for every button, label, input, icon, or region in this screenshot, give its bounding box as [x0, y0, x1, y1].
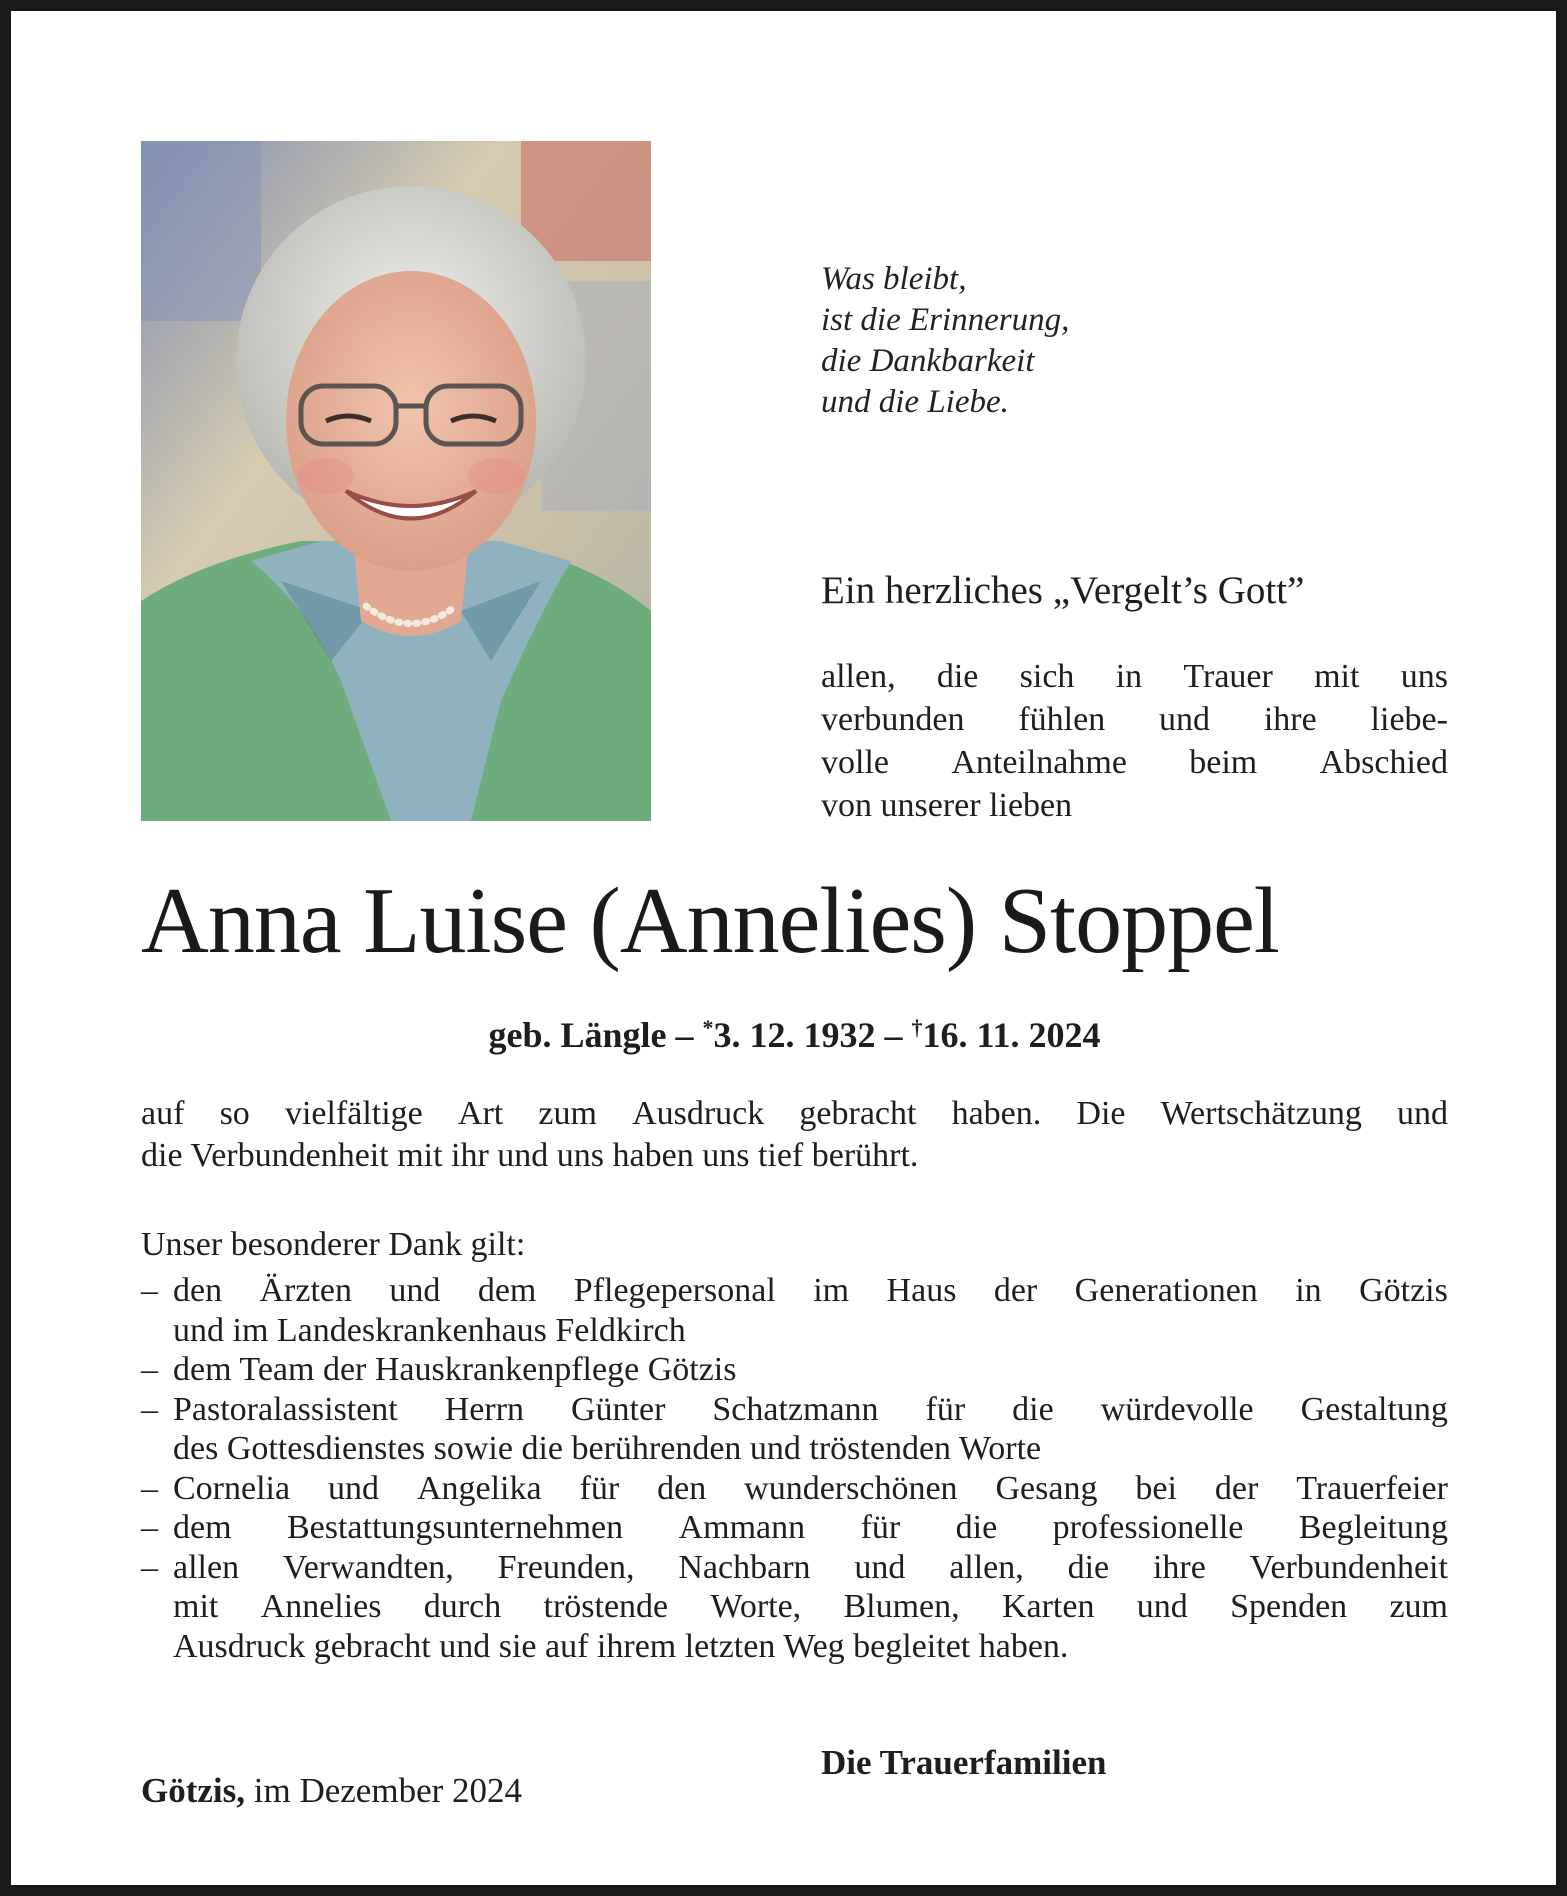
word: Verbundenheit [1249, 1548, 1448, 1586]
dash-bullet-icon: – [141, 1548, 158, 1586]
word: Spenden [1230, 1588, 1348, 1625]
word: Ärzten [259, 1272, 353, 1309]
text-line [173, 1469, 1448, 1509]
text-line: des Gottesdienstes sowie die berührenden und tröstenden Worte [173, 1430, 1042, 1467]
memorial-quote [821, 259, 1321, 423]
text-line: von unserer lieben [821, 787, 1073, 824]
thanks-list-item [141, 1390, 1448, 1469]
dash-bullet-icon: – [141, 1390, 158, 1428]
word: Art [457, 1095, 504, 1132]
word: und [854, 1548, 906, 1586]
dash-bullet-icon: – [141, 1351, 158, 1388]
word: fühlen [1018, 701, 1106, 738]
thanks-list-item [141, 1508, 1448, 1548]
word: gebracht [799, 1095, 917, 1132]
word: zum [1389, 1588, 1448, 1625]
word: Günter [571, 1390, 666, 1428]
deceased-name: Anna Luise (Annelies) Stoppel [141, 869, 1279, 973]
word: Gestaltung [1300, 1390, 1448, 1428]
intro-text [821, 655, 1448, 827]
word: und [389, 1272, 441, 1309]
text-line [173, 1587, 1448, 1627]
word: Herrn [444, 1390, 525, 1428]
signature: Die Trauerfamilien [821, 1743, 1107, 1782]
word: bei [1135, 1469, 1177, 1507]
portrait-image [141, 141, 651, 821]
word: volle [821, 744, 889, 781]
word: der [1214, 1469, 1259, 1507]
word: in [1295, 1272, 1322, 1309]
word: im [813, 1272, 850, 1309]
word: Haus [886, 1272, 957, 1309]
word: Generationen [1074, 1272, 1258, 1309]
dash-bullet-icon: – [141, 1469, 158, 1507]
text-line: die Verbundenheit mit ihr und uns haben uns tief berührt. [141, 1137, 919, 1174]
quote-line: ist die Erinnerung, [821, 302, 1070, 338]
word: für [925, 1390, 966, 1428]
text-line: und im Landeskrankenhaus Feldkirch [173, 1311, 686, 1349]
word: die [1012, 1390, 1054, 1428]
word: verbunden [821, 701, 965, 738]
quote-line: Was bleibt, [821, 261, 967, 297]
place-date-text: im Dezember 2024 [253, 1771, 523, 1810]
thanks-list-item [141, 1548, 1448, 1667]
word: beim [1189, 744, 1258, 781]
word: in [1115, 658, 1143, 695]
word: Die [1076, 1095, 1126, 1132]
word: Abschied [1319, 744, 1448, 781]
word: Schatzmann [712, 1390, 879, 1428]
word: dem [173, 1509, 232, 1546]
date-separator: – [884, 1015, 903, 1055]
word: vielfältige [284, 1095, 423, 1132]
word: Pflegepersonal [573, 1272, 776, 1309]
word: allen [173, 1548, 240, 1586]
word: durch [423, 1588, 502, 1625]
word: würdevolle [1100, 1390, 1254, 1428]
word: und [1159, 701, 1211, 738]
word: Annelies [260, 1588, 382, 1625]
dash-bullet-icon: – [141, 1509, 158, 1546]
thanks-list-item [141, 1469, 1448, 1509]
birth-star-icon: * [702, 1015, 714, 1040]
word: Wertschätzung [1160, 1095, 1362, 1132]
word: Nachbarn [678, 1548, 811, 1586]
death-cross-icon: † [911, 1015, 923, 1040]
word: Blumen, [843, 1588, 960, 1625]
place-date [141, 1769, 841, 1813]
word: Ammann [678, 1509, 806, 1546]
word: den [173, 1272, 223, 1309]
word: Ausdruck [632, 1095, 765, 1132]
word: mit [173, 1588, 219, 1625]
word: für [860, 1509, 901, 1546]
word: so [219, 1095, 250, 1132]
portrait-photo [141, 141, 651, 821]
word: Götzis [1359, 1272, 1448, 1309]
word: Freunden, [497, 1548, 635, 1586]
word: uns [1400, 658, 1448, 695]
word: zum [538, 1095, 597, 1132]
quote-line: und die Liebe. [821, 384, 1009, 420]
text-line [173, 1548, 1448, 1588]
text-line: Ausdruck gebracht und sie auf ihrem letzten Weg begleitet haben. [173, 1627, 1069, 1665]
word: Karten [1001, 1588, 1095, 1625]
maiden-name: geb. Längle [488, 1015, 667, 1055]
word: liebe- [1370, 701, 1448, 738]
word: Trauer [1183, 658, 1273, 695]
word: allen, [949, 1548, 1024, 1586]
place-town: Götzis, [141, 1771, 246, 1810]
word: Bestattungsunternehmen [286, 1509, 624, 1546]
word: ihre [1263, 701, 1317, 738]
word: dem [477, 1272, 537, 1309]
quote-line: die Dankbarkeit [821, 343, 1035, 379]
word: den [657, 1469, 707, 1507]
text-line [141, 1093, 1448, 1135]
word: haben. [951, 1095, 1042, 1132]
word: Begleitung [1298, 1509, 1448, 1546]
word: die [1067, 1548, 1110, 1586]
word: Angelika [416, 1469, 542, 1507]
word: Cornelia [173, 1469, 291, 1507]
word: wunderschönen [744, 1469, 958, 1507]
word: Pastoralassistent [173, 1390, 398, 1428]
text-line [173, 1271, 1448, 1311]
word: professionelle [1052, 1509, 1244, 1546]
word: die [955, 1509, 998, 1546]
text-line [173, 1390, 1448, 1430]
word: und [1396, 1095, 1448, 1132]
thanks-list [141, 1271, 1448, 1666]
text-line [821, 655, 1448, 698]
word: auf [141, 1095, 185, 1132]
word: allen, [821, 658, 896, 695]
word: der [993, 1272, 1038, 1309]
thanks-intro: Unser besonderer Dank gilt: [141, 1226, 526, 1263]
date-separator: – [675, 1015, 694, 1055]
text-line [821, 741, 1448, 784]
word: mit [1314, 658, 1360, 695]
thanks-list-item [141, 1271, 1448, 1350]
word: Verwandten, [282, 1548, 454, 1586]
thanks-list-item [141, 1350, 1448, 1390]
word: ihre [1152, 1548, 1206, 1586]
text-line [173, 1508, 1448, 1548]
word: sich [1019, 658, 1075, 695]
dash-bullet-icon: – [141, 1272, 158, 1309]
word: und [328, 1469, 380, 1507]
birth-date: 3. 12. 1932 [713, 1015, 876, 1055]
word: Trauerfeier [1296, 1469, 1448, 1507]
death-date: 16. 11. 2024 [922, 1015, 1101, 1055]
word: Gesang [995, 1469, 1098, 1507]
body-text [141, 1093, 1448, 1177]
word: Worte, [710, 1588, 802, 1625]
life-dates [11, 1006, 1567, 1057]
text-line [821, 698, 1448, 741]
thanks-title: Ein herzliches „Vergelt’s Gott” [821, 569, 1305, 612]
word: und [1136, 1588, 1188, 1625]
word: für [579, 1469, 620, 1507]
text-line: dem Team der Hauskrankenpflege Götzis [173, 1351, 737, 1388]
word: Anteilnahme [951, 744, 1127, 781]
word: die [936, 658, 979, 695]
word: tröstende [543, 1588, 669, 1625]
